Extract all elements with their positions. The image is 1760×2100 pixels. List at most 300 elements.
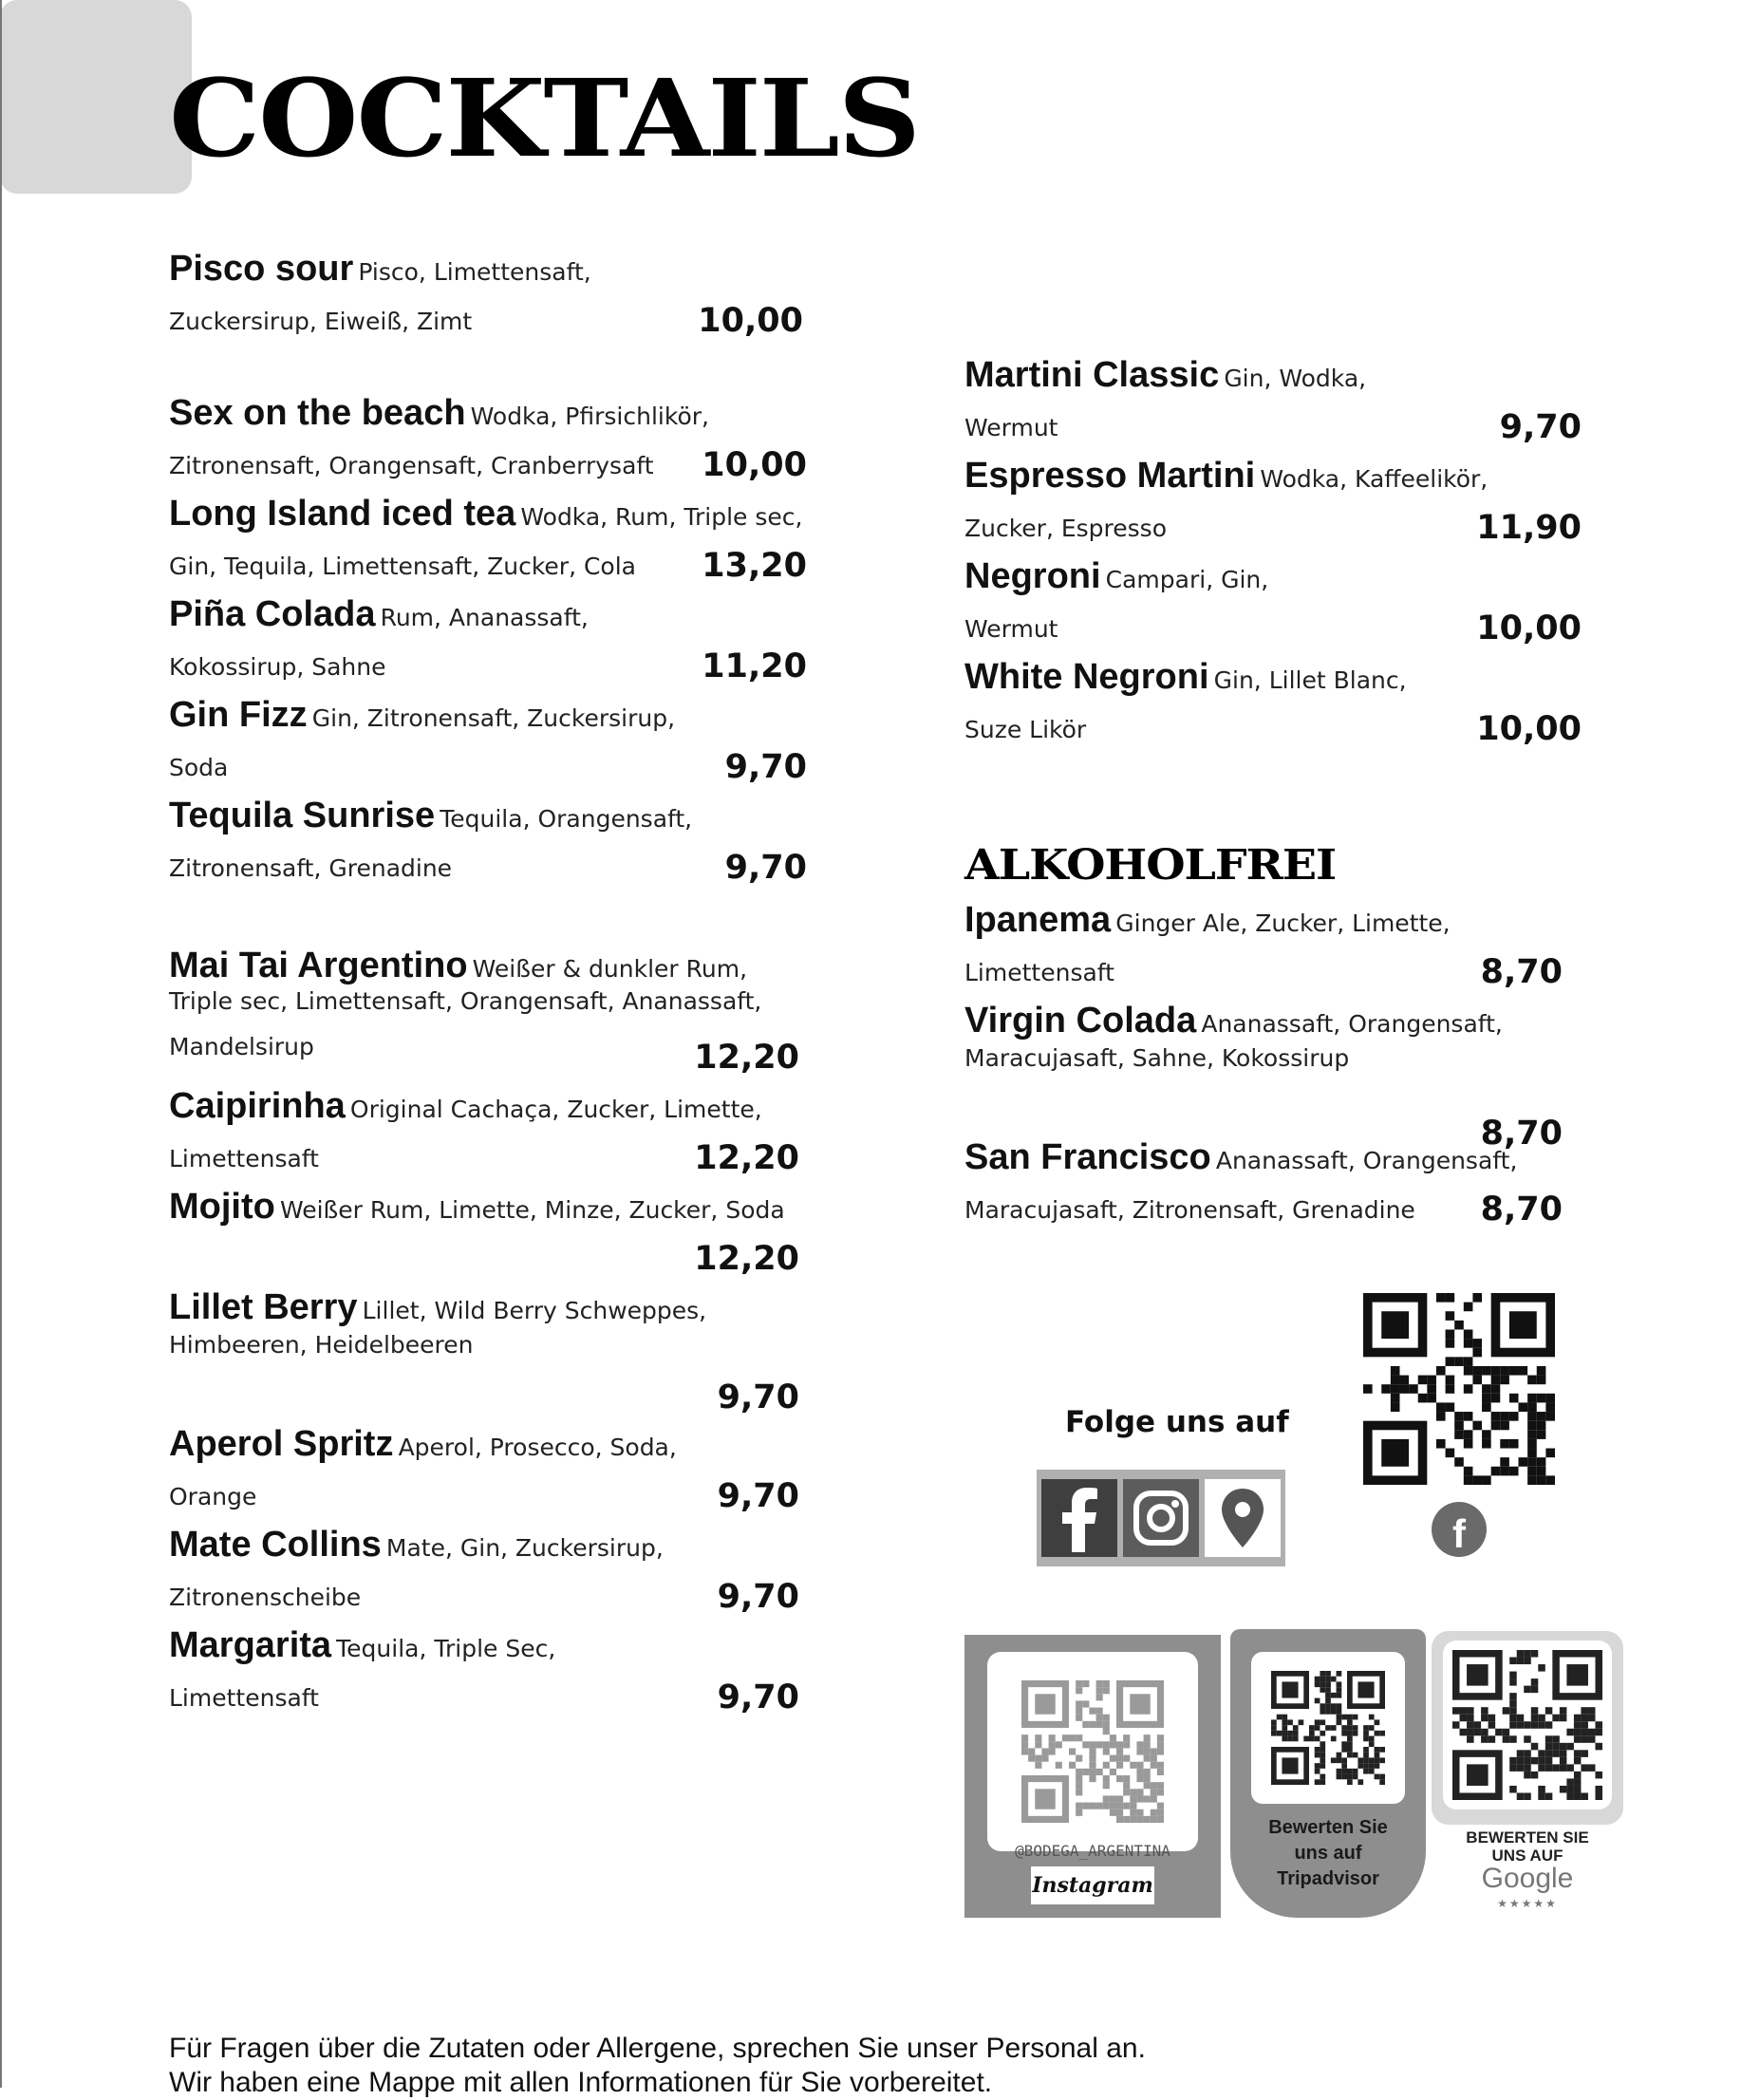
qr-module xyxy=(1524,1735,1531,1743)
qr-module xyxy=(1363,1769,1369,1774)
menu-item-name: Long Island iced tea xyxy=(169,494,516,534)
menu-item-description: Mate, Gin, Zuckersirup, xyxy=(385,1534,664,1562)
menu-item-description: Gin, Zitronensaft, Zuckersirup, xyxy=(311,704,676,732)
qr-module xyxy=(1500,1376,1509,1385)
qr-module xyxy=(1588,1729,1596,1736)
menu-item-price: 8,70 xyxy=(1480,1191,1563,1228)
qr-module xyxy=(1527,1475,1537,1485)
qr-module xyxy=(1309,1736,1315,1742)
qr-module xyxy=(1315,1747,1320,1753)
menu-item-description: Triple sec, Limettensaft, Orangensaft, Ananassaft, xyxy=(169,987,762,1015)
qr-module xyxy=(1082,1741,1089,1748)
qr-module xyxy=(1588,1764,1596,1772)
qr-module xyxy=(1472,1348,1482,1358)
qr-module xyxy=(1082,1721,1089,1728)
qr-module xyxy=(1089,1775,1095,1782)
qr-module xyxy=(1116,1803,1123,1809)
qr-module xyxy=(1089,1721,1095,1728)
menu-item-price: 9,70 xyxy=(717,1578,799,1616)
qr-module xyxy=(1552,1764,1560,1772)
qr-module xyxy=(1560,1707,1567,1715)
qr-module xyxy=(1076,1700,1082,1707)
qr-module xyxy=(1325,1709,1331,1715)
menu-item-line xyxy=(964,456,1488,497)
qr-module xyxy=(1049,1734,1056,1741)
qr-module xyxy=(1144,1734,1151,1741)
qr-module xyxy=(1282,1719,1287,1725)
qr-module xyxy=(1320,1731,1325,1736)
qr-module xyxy=(1427,1384,1436,1394)
qr-module xyxy=(1574,1729,1582,1736)
qr-module xyxy=(1315,1677,1320,1682)
menu-item-price: 9,70 xyxy=(724,849,807,887)
qr-module xyxy=(1315,1698,1320,1704)
google-qr-card[interactable] xyxy=(1432,1631,1623,1825)
qr-module xyxy=(1136,1816,1143,1823)
menu-item-description: Wodka, Rum, Triple sec, xyxy=(520,503,803,531)
qr-module xyxy=(1481,1707,1489,1715)
qr-module xyxy=(1538,1764,1545,1772)
qr-module xyxy=(1464,1384,1473,1394)
qr-module xyxy=(1123,1789,1130,1795)
qr-module xyxy=(1399,1376,1409,1385)
qr-module xyxy=(1446,1376,1455,1385)
qr-module xyxy=(1509,1467,1519,1476)
qr-module xyxy=(1454,1421,1464,1431)
qr-module xyxy=(1144,1748,1151,1754)
qr-module xyxy=(1595,1743,1602,1751)
qr-module xyxy=(1375,1763,1380,1769)
menu-item-name: Mate Collins xyxy=(169,1525,382,1565)
qr-module xyxy=(1552,1743,1560,1751)
qr-module xyxy=(1491,1421,1501,1431)
qr-module xyxy=(1467,1715,1474,1722)
menu-item-price: 10,00 xyxy=(1476,710,1582,748)
qr-module xyxy=(1157,1789,1164,1795)
menu-item-line xyxy=(964,1001,1503,1041)
qr-module xyxy=(1454,1357,1464,1366)
qr-module xyxy=(1341,1769,1347,1774)
qr-module xyxy=(1509,1764,1517,1772)
qr-module xyxy=(1315,1719,1320,1725)
menu-item-description: Gin, Wodka, xyxy=(1224,365,1367,392)
instagram-brand: Instagram xyxy=(1031,1866,1154,1904)
menu-item-name: Aperol Spritz xyxy=(169,1424,394,1464)
qr-module xyxy=(1538,1757,1545,1765)
qr-module xyxy=(1353,1725,1358,1731)
qr-module xyxy=(1545,1449,1555,1458)
qr-module xyxy=(1481,1735,1489,1743)
qr-module xyxy=(1144,1782,1151,1789)
qr-module xyxy=(1538,1715,1545,1722)
qr-module xyxy=(1482,1439,1491,1449)
qr-module xyxy=(1320,1703,1325,1709)
qr-module xyxy=(1331,1693,1337,1698)
qr-module xyxy=(1357,1779,1363,1785)
qr-finder xyxy=(1035,1694,1055,1714)
qr-module xyxy=(1509,1693,1517,1700)
qr-module xyxy=(1538,1664,1545,1672)
qr-module xyxy=(1337,1757,1342,1763)
qr-module xyxy=(1337,1703,1342,1709)
qr-module xyxy=(1531,1715,1539,1722)
qr-module xyxy=(1337,1681,1342,1687)
qr-module xyxy=(1537,1376,1546,1385)
qr-module xyxy=(1581,1721,1588,1729)
page-edge-line xyxy=(0,0,2,2088)
qr-module xyxy=(1347,1747,1353,1753)
menu-item-line xyxy=(169,946,747,986)
menu-item-name: Caipirinha xyxy=(169,1086,346,1126)
menu-item-description: Orange xyxy=(169,1483,257,1510)
google-label xyxy=(1432,1828,1623,1865)
qr-finder xyxy=(1130,1694,1150,1714)
qr-module xyxy=(1123,1803,1130,1809)
qr-module xyxy=(1076,1734,1082,1741)
menu-item-description: Weißer & dunkler Rum, xyxy=(472,955,748,983)
qr-module xyxy=(1287,1736,1293,1742)
qr-module xyxy=(1103,1680,1110,1687)
qr-module xyxy=(1082,1680,1089,1687)
qr-module xyxy=(1482,1430,1491,1439)
menu-item-line xyxy=(169,393,709,434)
qr-finder xyxy=(1282,1681,1298,1697)
qr-module xyxy=(1347,1753,1353,1758)
instagram-qr-card[interactable] xyxy=(964,1635,1221,1918)
qr-module xyxy=(1049,1741,1056,1748)
qr-module xyxy=(1517,1792,1525,1800)
qr-module xyxy=(1436,1402,1446,1412)
qr-module xyxy=(1357,1757,1363,1763)
qr-module xyxy=(1110,1755,1116,1762)
qr-module xyxy=(1560,1757,1567,1765)
qr-module xyxy=(1325,1703,1331,1709)
qr-module xyxy=(1347,1731,1353,1736)
qr-module xyxy=(1375,1731,1380,1736)
qr-module xyxy=(1157,1782,1164,1789)
qr-module xyxy=(1375,1757,1380,1763)
menu-item-description: Gin, Tequila, Limettensaft, Zucker, Cola xyxy=(169,553,636,580)
qr-module xyxy=(1041,1748,1048,1754)
qr-module xyxy=(1560,1786,1567,1793)
qr-module xyxy=(1130,1809,1136,1816)
qr-module xyxy=(1545,1757,1553,1765)
qr-module xyxy=(1472,1475,1482,1485)
qr-module xyxy=(1347,1741,1353,1747)
qr-module xyxy=(1595,1792,1602,1800)
qr-module xyxy=(1588,1715,1596,1722)
qr-module xyxy=(1566,1778,1574,1786)
qr-module xyxy=(1089,1803,1095,1809)
qr-module xyxy=(1391,1376,1400,1385)
menu-item-description: Lillet, Wild Berry Schweppes, xyxy=(362,1297,707,1324)
qr-module xyxy=(1472,1293,1482,1303)
menu-item-price: 11,90 xyxy=(1476,509,1582,547)
menu-item-name: Virgin Colada xyxy=(964,1001,1197,1041)
qr-module xyxy=(1089,1741,1095,1748)
section-title-alkoholfrei: ALKOHOLFREI xyxy=(964,841,1337,890)
menu-item-line xyxy=(169,1525,664,1566)
qr-module xyxy=(1427,1394,1436,1403)
menu-item-name: Espresso Martini xyxy=(964,456,1256,496)
menu-item-name: Martini Classic xyxy=(964,355,1220,395)
menu-item-description: Gin, Lillet Blanc, xyxy=(1213,666,1407,694)
qr-module xyxy=(1588,1707,1596,1715)
qr-module xyxy=(1353,1731,1358,1736)
qr-module xyxy=(1379,1757,1385,1763)
qr-module xyxy=(1537,1430,1546,1439)
qr-module xyxy=(1337,1671,1342,1677)
qr-module xyxy=(1096,1715,1103,1721)
qr-module xyxy=(1527,1467,1537,1476)
qr-module xyxy=(1538,1792,1545,1800)
qr-module xyxy=(1331,1736,1337,1742)
qr-module xyxy=(1103,1741,1110,1748)
tripadvisor-qr-card[interactable] xyxy=(1230,1629,1426,1918)
follow-label: Folge uns auf xyxy=(1065,1405,1289,1439)
qr-module xyxy=(1519,1457,1528,1467)
qr-module xyxy=(1293,1736,1299,1742)
qr-module xyxy=(1581,1792,1588,1800)
qr-module xyxy=(1517,1764,1525,1772)
menu-item-price: 12,20 xyxy=(694,1240,799,1278)
qr-module xyxy=(1391,1366,1400,1376)
qr-module xyxy=(1076,1687,1082,1694)
qr-module xyxy=(1035,1755,1041,1762)
qr-module xyxy=(1467,1707,1474,1715)
qr-module xyxy=(1375,1753,1380,1758)
qr-module xyxy=(1527,1457,1537,1467)
qr-module xyxy=(1123,1734,1130,1741)
qr-module xyxy=(1110,1795,1116,1802)
qr-module xyxy=(1481,1729,1489,1736)
qr-module xyxy=(1130,1816,1136,1823)
qr-module xyxy=(1271,1725,1277,1731)
menu-item-description: Wermut xyxy=(964,615,1058,643)
menu-item-line xyxy=(169,594,589,635)
qr-module xyxy=(1537,1421,1546,1431)
qr-module xyxy=(1337,1719,1342,1725)
menu-item-description: Wermut xyxy=(964,414,1058,441)
qr-module xyxy=(1500,1467,1509,1476)
qr-module xyxy=(1116,1795,1123,1802)
qr-module xyxy=(1082,1700,1089,1707)
qr-module xyxy=(1531,1678,1539,1686)
facebook-round-icon[interactable] xyxy=(1432,1502,1487,1557)
qr-module xyxy=(1509,1672,1517,1679)
qr-module xyxy=(1271,1731,1277,1736)
qr-module xyxy=(1379,1731,1385,1736)
qr-module xyxy=(1347,1715,1353,1720)
qr-module xyxy=(1409,1384,1418,1394)
qr-module xyxy=(1347,1736,1353,1742)
qr-finder xyxy=(1282,1757,1298,1773)
qr-module xyxy=(1436,1293,1446,1303)
menu-item-description: Suze Likör xyxy=(964,716,1087,743)
qr-module xyxy=(1560,1750,1567,1757)
qr-module xyxy=(1337,1693,1342,1698)
qr-module xyxy=(1436,1439,1446,1449)
qr-module xyxy=(1454,1321,1464,1330)
qr-module xyxy=(1110,1803,1116,1809)
qr-finder xyxy=(1035,1789,1055,1809)
qr-module xyxy=(1524,1792,1531,1800)
qr-module xyxy=(1076,1803,1082,1809)
qr-module xyxy=(1293,1725,1299,1731)
qr-module xyxy=(1491,1384,1501,1394)
menu-item-price: 11,20 xyxy=(702,647,807,685)
qr-module xyxy=(1399,1384,1409,1394)
menu-item-price: 9,70 xyxy=(1499,408,1582,446)
qr-module xyxy=(1315,1769,1320,1774)
qr-module xyxy=(1566,1764,1574,1772)
qr-module xyxy=(1527,1421,1537,1431)
qr-module xyxy=(1151,1809,1157,1816)
menu-item-description: Himbeeren, Heidelbeeren xyxy=(169,1331,474,1359)
qr-module xyxy=(1347,1719,1353,1725)
qr-module xyxy=(1538,1721,1545,1729)
menu-item-description: Original Cachaça, Zucker, Limette, xyxy=(349,1096,762,1123)
qr-module xyxy=(1096,1769,1103,1775)
qr-module xyxy=(1446,1293,1455,1303)
map-pin-icon[interactable] xyxy=(1205,1479,1281,1557)
qr-module xyxy=(1082,1803,1089,1809)
menu-item-line xyxy=(169,1086,762,1127)
qr-finder xyxy=(1509,1311,1537,1339)
qr-module xyxy=(1454,1412,1464,1421)
qr-module xyxy=(1320,1774,1325,1780)
qr-module xyxy=(1116,1748,1123,1754)
qr-module xyxy=(1076,1809,1082,1816)
qr-module xyxy=(1331,1703,1337,1709)
qr-module xyxy=(1545,1412,1555,1421)
qr-module xyxy=(1157,1803,1164,1809)
menu-item-price: 9,70 xyxy=(724,748,807,786)
menu-item-description: Pisco, Limettensaft, xyxy=(358,258,591,286)
qr-module xyxy=(1391,1394,1400,1403)
qr-module xyxy=(1527,1394,1537,1403)
qr-module xyxy=(1472,1366,1482,1376)
menu-item-description: Tequila, Orangensaft, xyxy=(440,805,693,833)
qr-module xyxy=(1337,1753,1342,1758)
qr-module xyxy=(1157,1734,1164,1741)
qr-module xyxy=(1130,1762,1136,1769)
qr-module xyxy=(1353,1774,1358,1780)
qr-module xyxy=(1136,1748,1143,1754)
qr-module xyxy=(1282,1731,1287,1736)
qr-module xyxy=(1076,1708,1082,1715)
menu-item-name: Pisco sour xyxy=(169,249,354,289)
qr-code[interactable] xyxy=(1363,1293,1555,1485)
qr-module xyxy=(1379,1779,1385,1785)
qr-module xyxy=(1056,1762,1062,1769)
qr-module xyxy=(1581,1750,1588,1757)
qr-module xyxy=(1096,1803,1103,1809)
qr-module xyxy=(1436,1412,1446,1421)
qr-module xyxy=(1464,1412,1473,1421)
menu-item-name: Ipanema xyxy=(964,900,1112,940)
qr-module xyxy=(1353,1715,1358,1720)
qr-module xyxy=(1491,1467,1501,1476)
qr-module xyxy=(1574,1735,1582,1743)
qr-module xyxy=(1337,1687,1342,1693)
qr-module xyxy=(1509,1366,1519,1376)
menu-item-description: Ananassaft, Orangensaft, xyxy=(1215,1147,1518,1174)
qr-module xyxy=(1157,1809,1164,1816)
qr-module xyxy=(1069,1762,1076,1769)
qr-module xyxy=(1527,1402,1537,1412)
qr-module xyxy=(1089,1755,1095,1762)
qr-module xyxy=(1418,1376,1428,1385)
qr-module xyxy=(1436,1366,1446,1376)
qr-module xyxy=(1537,1412,1546,1421)
qr-module xyxy=(1076,1789,1082,1795)
tripadvisor-qr-panel xyxy=(1251,1652,1405,1804)
qr-module xyxy=(1482,1366,1491,1376)
qr-module xyxy=(1581,1764,1588,1772)
qr-module xyxy=(1076,1755,1082,1762)
qr-module xyxy=(1527,1412,1537,1421)
qr-module xyxy=(1509,1707,1517,1715)
qr-module xyxy=(1489,1735,1496,1743)
qr-module xyxy=(1574,1757,1582,1765)
qr-module xyxy=(1446,1311,1455,1321)
menu-item-name: Sex on the beach xyxy=(169,393,466,433)
qr-module xyxy=(1531,1721,1539,1729)
menu-item-price: 12,20 xyxy=(694,1039,799,1077)
qr-module xyxy=(1144,1816,1151,1823)
qr-module xyxy=(1545,1707,1553,1715)
qr-module xyxy=(1566,1729,1574,1736)
qr-module xyxy=(1151,1762,1157,1769)
qr-module xyxy=(1136,1795,1143,1802)
qr-module xyxy=(1123,1755,1130,1762)
qr-module xyxy=(1136,1789,1143,1795)
qr-module xyxy=(1595,1721,1602,1729)
menu-item-line xyxy=(169,1424,677,1465)
qr-module xyxy=(1509,1757,1517,1765)
qr-module xyxy=(1151,1782,1157,1789)
qr-module xyxy=(1325,1687,1331,1693)
tripadvisor-label-line: uns auf xyxy=(1294,1843,1362,1864)
qr-module xyxy=(1517,1721,1525,1729)
qr-module xyxy=(1341,1741,1347,1747)
qr-module xyxy=(1096,1687,1103,1694)
qr-module xyxy=(1116,1775,1123,1782)
qr-module xyxy=(1531,1757,1539,1765)
qr-module xyxy=(1454,1430,1464,1439)
qr-module xyxy=(1381,1384,1391,1394)
qr-module xyxy=(1130,1789,1136,1795)
qr-module xyxy=(1566,1786,1574,1793)
facebook-icon[interactable] xyxy=(1041,1479,1117,1557)
qr-module xyxy=(1089,1769,1095,1775)
instagram-icon[interactable] xyxy=(1123,1479,1199,1557)
qr-module xyxy=(1035,1762,1041,1769)
qr-module xyxy=(1277,1731,1283,1736)
menu-item-description: Maracujasaft, Zitronensaft, Grenadine xyxy=(964,1196,1415,1224)
tripadvisor-label xyxy=(1230,1815,1426,1892)
qr-module xyxy=(1363,1753,1369,1758)
qr-module xyxy=(1509,1412,1519,1421)
qr-module xyxy=(1509,1715,1517,1722)
qr-module xyxy=(1325,1693,1331,1698)
qr-module xyxy=(1524,1772,1531,1779)
menu-item-line xyxy=(964,900,1451,941)
qr-module xyxy=(1271,1719,1277,1725)
qr-module xyxy=(1595,1729,1602,1736)
qr-module xyxy=(1527,1449,1537,1458)
